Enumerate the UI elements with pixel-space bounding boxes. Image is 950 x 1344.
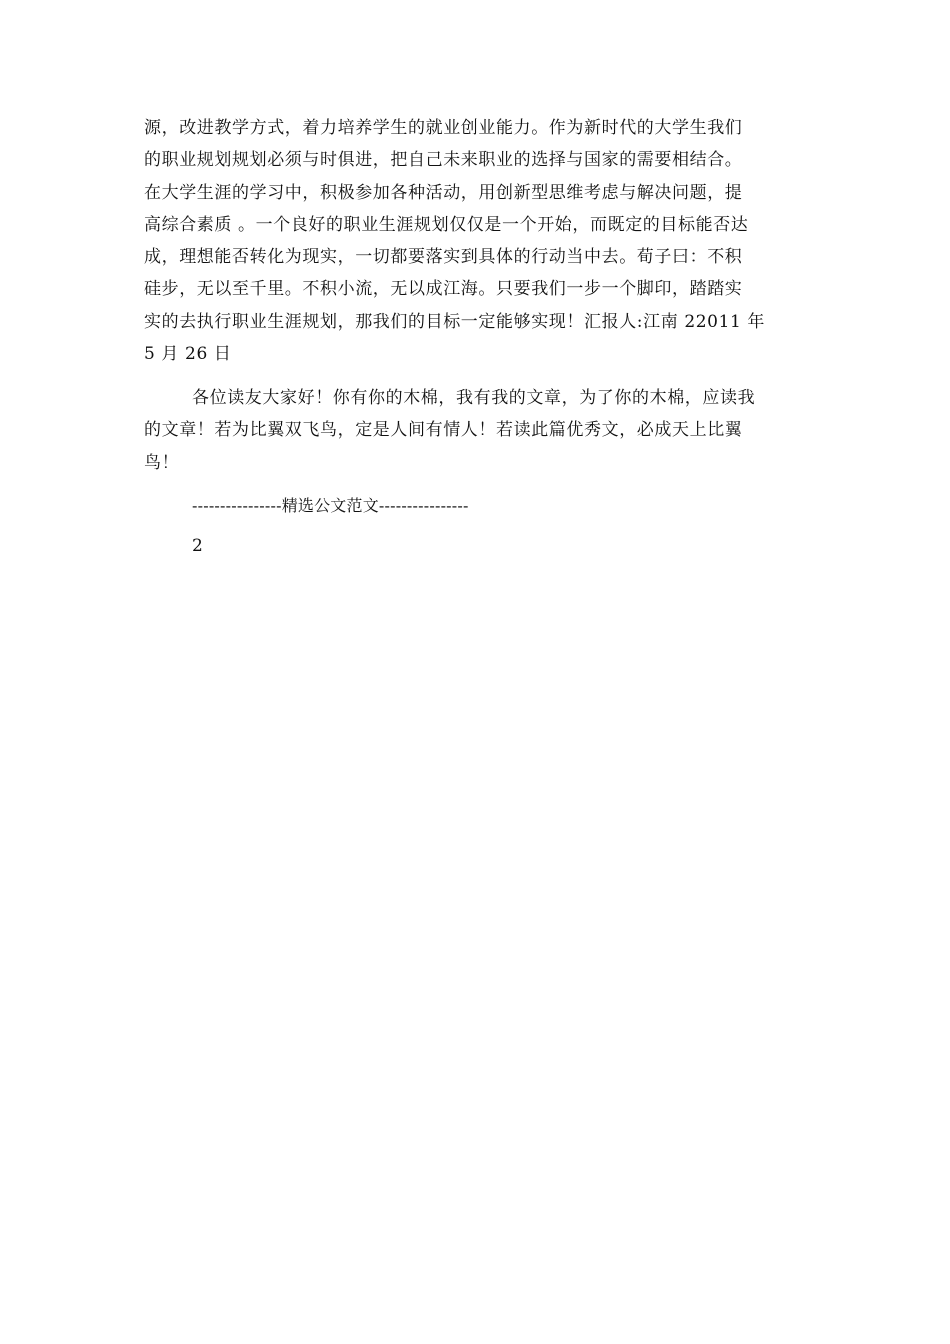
page-number: 2: [192, 536, 203, 556]
paragraph-line: 鸟！: [144, 452, 180, 473]
paragraph-line: 实的去执行职业生涯规划，那我们的目标一定能够实现！汇报人:江南 22011 年: [144, 311, 766, 332]
body-paragraph-2: [144, 382, 808, 479]
body-paragraph-1: [144, 112, 808, 370]
paragraph-line: 高综合素质 。一个良好的职业生涯规划仅仅是一个开始，而既定的目标能否达: [144, 214, 749, 235]
paragraph-line: 的职业规划规划必须与时俱进，把自己未来职业的选择与国家的需要相结合。: [144, 150, 743, 171]
paragraph-line: 的文章！若为比翼双飞鸟，定是人间有情人！若读此篇优秀文，必成天上比翼: [144, 420, 743, 441]
paragraph-line: 硅步，无以至千里。不积小流，无以成江海。只要我们一步一个脚印，踏踏实: [144, 279, 743, 300]
paragraph-line: 5 月 26 日: [144, 344, 232, 365]
paragraph-line: 源，改进教学方式，着力培养学生的就业创业能力。作为新时代的大学生我们: [144, 118, 743, 138]
section-separator: ----------------精选公文范文----------------: [192, 496, 469, 515]
paragraph-line: 在大学生涯的学习中，积极参加各种活动，用创新型思维考虑与解决问题，提: [144, 182, 743, 203]
paragraph-line: 各位读友大家好！你有你的木棉，我有我的文章，为了你的木棉，应读我: [192, 388, 756, 408]
paragraph-line: 成，理想能否转化为现实，一切都要落实到具体的行动当中去。荀子曰：不积: [144, 247, 743, 268]
